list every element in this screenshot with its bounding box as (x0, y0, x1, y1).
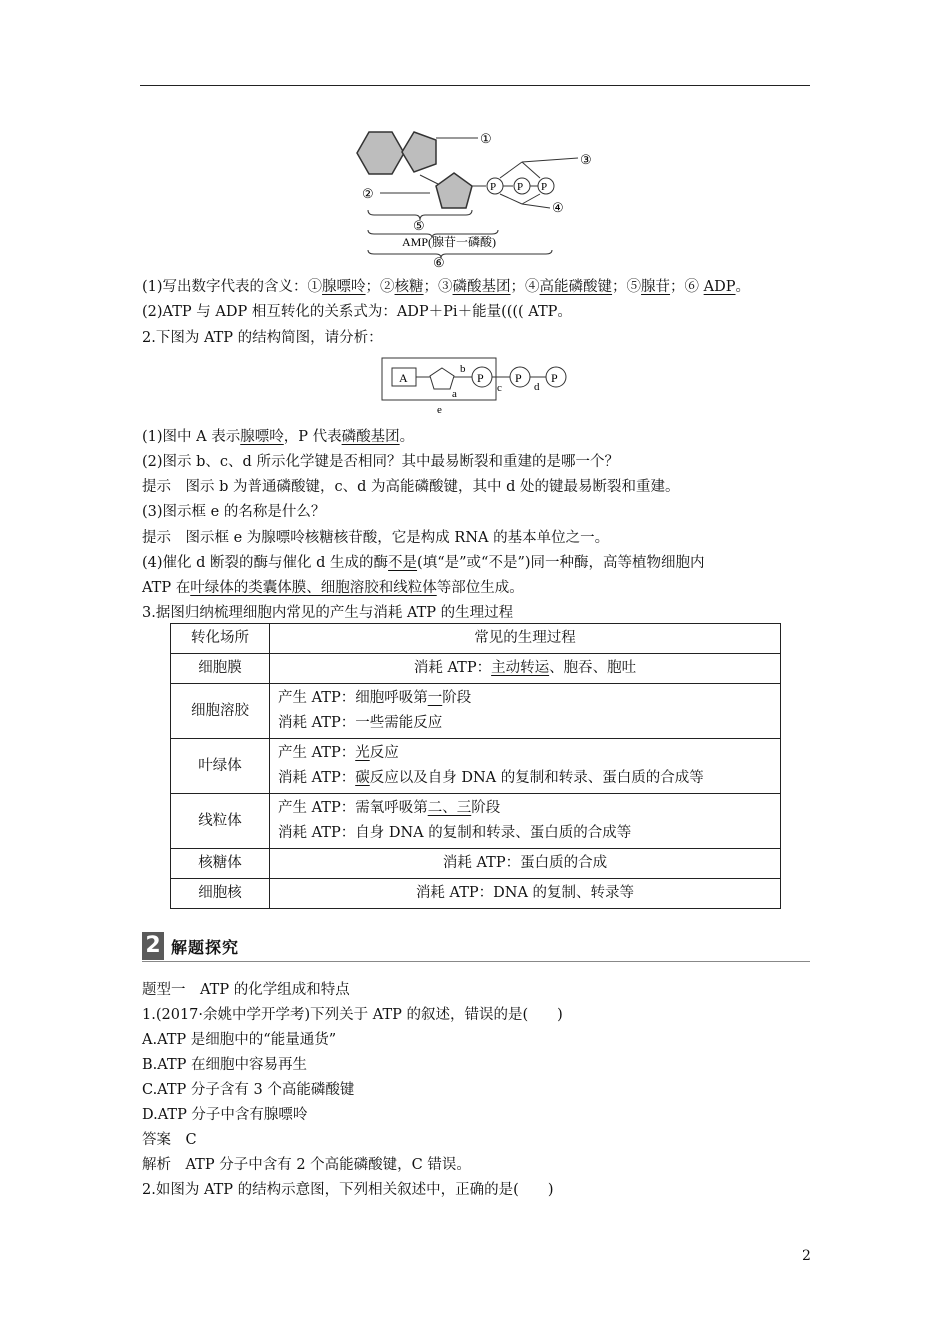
table-header-row (171, 624, 781, 654)
lbl-e: e (437, 404, 442, 416)
p-1: P (490, 181, 497, 193)
table-row: 细胞溶胶 产生 ATP：细胞呼吸第一阶段 消耗 ATP：一些需能反应 (171, 684, 781, 739)
adenine-pentagon (402, 132, 436, 172)
page-number: 2 (802, 1248, 811, 1264)
q1-part2: (2)ATP 与 ADP 相互转化的关系式为：ADP＋Pi＋能量(((( ATP。 (142, 304, 572, 320)
option-c: C.ATP 分子含有 3 个高能磷酸键 (142, 1082, 355, 1098)
header-rule (140, 85, 810, 86)
pentagon (430, 368, 454, 389)
table-row: 线粒体 产生 ATP：需氧呼吸第二、三阶段 消耗 ATP：自身 DNA 的复制和转录、蛋白质的合成等 (171, 794, 781, 849)
lbl-b: b (460, 363, 466, 375)
q3-title: 3.据图归纳梳理细胞内常见的产生与消耗 ATP 的生理过程 (142, 605, 514, 621)
atp-structure-figure (350, 118, 610, 268)
question-2: 2.如图为 ATP 的结构示意图，下列相关叙述中，正确的是( ) (142, 1182, 554, 1198)
label-2: ② (362, 186, 374, 201)
table-row: 细胞膜 消耗 ATP：主动转运、胞吞、胞吐 (171, 654, 781, 684)
label-6: ⑥ (433, 255, 445, 268)
lbl-d: d (534, 381, 540, 393)
atp-process-table (170, 623, 781, 909)
q2-h2: 提示 图示 b 为普通磷酸键，c、d 为高能磷酸键，其中 d 处的键最易断裂和重建。 (142, 479, 680, 495)
label-3: ③ (580, 152, 592, 167)
option-a: A.ATP 是细胞中的“能量通货” (142, 1032, 337, 1048)
p-3: P (541, 181, 548, 193)
lbl-a: a (452, 388, 457, 400)
label-4: ④ (552, 200, 564, 215)
p-2: P (517, 181, 524, 193)
question-1: 1.(2017·余姚中学开学考)下列关于 ATP 的叙述，错误的是( ) (142, 1007, 563, 1023)
ribose-pentagon (436, 173, 472, 208)
p-c: P (551, 371, 558, 385)
header-process: 常见的生理过程 (270, 624, 781, 654)
box-a: A (399, 371, 408, 385)
label-5: ⑤ (413, 218, 425, 233)
q2-title: 2.下图为 ATP 的结构简图，请分析： (142, 330, 383, 346)
p-b: P (515, 371, 522, 385)
table-row: 细胞核 消耗 ATP：DNA 的复制、转录等 (171, 879, 781, 909)
amp-label: AMP(腺苷一磷酸) (402, 235, 497, 249)
p-a: P (477, 371, 484, 385)
lbl-c: c (497, 382, 502, 394)
q2-s3: (3)图示框 e 的名称是什么？ (142, 504, 326, 520)
type1-heading: 题型一 ATP 的化学组成和特点 (142, 982, 350, 998)
option-d: D.ATP 分子中含有腺嘌呤 (142, 1107, 308, 1123)
analysis: 解析 ATP 分子中含有 2 个高能磷酸键，C 错误。 (142, 1157, 471, 1173)
q2-s4b: ATP 在叶绿体的类囊体膜、细胞溶胶和线粒体等部位生成。 (142, 580, 524, 596)
answer: 答案 C (142, 1132, 197, 1148)
q2-s1: (1)图中 A 表示腺嘌呤，P 代表磷酸基团。 (142, 429, 415, 445)
q2-s4: (4)催化 d 断裂的酶与催化 d 生成的酶不是(填“是”或“不是”)同一种酶，高等植物细胞内 (142, 555, 705, 571)
adenine-hexagon (357, 132, 404, 174)
table-row: 核糖体 消耗 ATP：蛋白质的合成 (171, 849, 781, 879)
option-b: B.ATP 在细胞中容易再生 (142, 1057, 307, 1073)
label-1: ① (480, 131, 492, 146)
section-title: 解题探究 (171, 938, 240, 957)
atp-simplified-figure (380, 355, 580, 417)
q2-s2: (2)图示 b、c、d 所示化学键是否相同？其中最易断裂和重建的是哪一个？ (142, 454, 619, 470)
header-location: 转化场所 (171, 624, 270, 654)
section-rule (142, 961, 810, 962)
section-number-badge: 2 (142, 932, 164, 960)
table-row: 叶绿体 产生 ATP：光反应 消耗 ATP：碳反应以及自身 DNA 的复制和转录、蛋白质的合成等 (171, 739, 781, 794)
q2-h3: 提示 图示框 e 为腺嘌呤核糖核苷酸，它是构成 RNA 的基本单位之一。 (142, 530, 610, 546)
q1-part1: (1)写出数字代表的含义：①腺嘌呤；②核糖；③磷酸基团；④高能磷酸键；⑤腺苷；⑥ ADP。 (142, 279, 751, 295)
